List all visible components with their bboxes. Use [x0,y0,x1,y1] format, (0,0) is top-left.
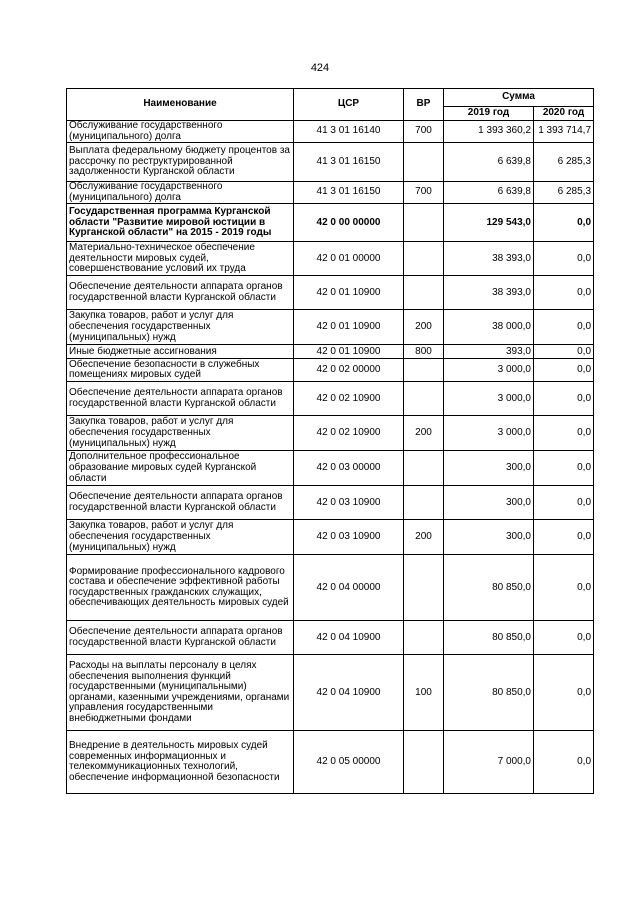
row-name: Расходы на выплаты персоналу в целях обеспечения выполнения функций государственными (муниципальными) органами, казенными учреждениями, органами управления государственными внебюджетными фондами [67,655,294,731]
table-row [67,276,594,310]
budget-table [66,88,594,794]
row-csr: 42 0 01 10900 [294,276,404,310]
table-row [67,310,594,345]
row-sum-2019: 80 850,0 [444,621,534,655]
row-name: Иные бюджетные ассигнования [67,345,294,359]
row-name: Обеспечение безопасности в служебных помещениях мировых судей [67,359,294,382]
row-sum-2019: 80 850,0 [444,655,534,731]
row-sum-2019: 3 000,0 [444,416,534,451]
row-name: Дополнительное профессиональное образование мировых судей Курганской области [67,451,294,486]
row-csr: 42 0 05 00000 [294,731,404,794]
row-name: Закупка товаров, работ и услуг для обеспечения государственных (муниципальных) нужд [67,416,294,451]
row-vr: 200 [404,520,444,555]
row-csr: 42 0 04 00000 [294,555,404,621]
row-vr [404,382,444,416]
header-vr: ВР [404,89,444,121]
table-row [67,731,594,794]
row-sum-2020: 0,0 [534,276,594,310]
header-2020: 2020 год [534,107,594,121]
row-sum-2019: 3 000,0 [444,382,534,416]
row-csr: 42 0 03 00000 [294,451,404,486]
row-vr [404,242,444,276]
row-sum-2019: 300,0 [444,451,534,486]
row-sum-2020: 0,0 [534,359,594,382]
row-sum-2020: 6 285,3 [534,182,594,204]
row-name: Государственная программа Курганской области "Развитие мировой юстиции в Курганской области" на 2015 - 2019 годы [67,204,294,242]
page-number: 424 [310,62,330,74]
row-sum-2019: 80 850,0 [444,555,534,621]
row-sum-2019: 38 393,0 [444,242,534,276]
row-sum-2020: 0,0 [534,242,594,276]
row-vr [404,731,444,794]
row-vr [404,451,444,486]
row-name: Обслуживание государственного (муниципального) долга [67,182,294,204]
row-sum-2020: 0,0 [534,310,594,345]
row-name: Обслуживание государственного (муниципального) долга [67,121,294,143]
row-sum-2019: 6 639,8 [444,182,534,204]
row-name: Обеспечение деятельности аппарата органов государственной власти Курганской области [67,382,294,416]
table-row [67,555,594,621]
header-2019: 2019 год [444,107,534,121]
header-sum: Сумма [444,89,594,107]
row-csr: 42 0 02 10900 [294,416,404,451]
table-row [67,451,594,486]
row-sum-2019: 38 000,0 [444,310,534,345]
row-name: Закупка товаров, работ и услуг для обеспечения государственных (муниципальных) нужд [67,520,294,555]
row-vr: 800 [404,345,444,359]
row-csr: 42 0 03 10900 [294,486,404,520]
table-row [67,621,594,655]
table-row [67,486,594,520]
row-name: Внедрение в деятельность мировых судей современных информационных и телекоммуникационных технологий, обеспечение информационной безопасности [67,731,294,794]
row-sum-2019: 7 000,0 [444,731,534,794]
header-csr: ЦСР [294,89,404,121]
row-csr: 42 0 01 10900 [294,310,404,345]
row-sum-2020: 0,0 [534,520,594,555]
row-sum-2020: 0,0 [534,345,594,359]
row-name: Закупка товаров, работ и услуг для обеспечения государственных (муниципальных) нужд [67,310,294,345]
row-vr: 700 [404,182,444,204]
row-csr: 42 0 02 10900 [294,382,404,416]
table-row [67,416,594,451]
row-sum-2020: 0,0 [534,621,594,655]
row-sum-2019: 6 639,8 [444,143,534,182]
row-csr: 42 0 03 10900 [294,520,404,555]
row-csr: 42 0 04 10900 [294,655,404,731]
row-sum-2020: 0,0 [534,416,594,451]
row-csr: 41 3 01 16150 [294,182,404,204]
row-vr: 200 [404,416,444,451]
row-sum-2020: 0,0 [534,555,594,621]
table-row [67,382,594,416]
row-csr: 42 0 04 10900 [294,621,404,655]
row-vr: 200 [404,310,444,345]
row-name: Формирование профессионального кадрового состава и обеспечение эффективной работы государственных гражданских служащих, обеспечивающих деятельность мировых судей [67,555,294,621]
row-vr: 100 [404,655,444,731]
row-name: Обеспечение деятельности аппарата органов государственной власти Курганской области [67,276,294,310]
row-vr [404,486,444,520]
row-name: Обеспечение деятельности аппарата органов государственной власти Курганской области [67,486,294,520]
table-row [67,143,594,182]
row-vr [404,621,444,655]
row-csr: 41 3 01 16140 [294,121,404,143]
table-row [67,655,594,731]
row-vr [404,359,444,382]
row-sum-2020: 1 393 714,7 [534,121,594,143]
row-sum-2019: 3 000,0 [444,359,534,382]
row-sum-2020: 6 285,3 [534,143,594,182]
row-sum-2019: 129 543,0 [444,204,534,242]
row-sum-2019: 1 393 360,2 [444,121,534,143]
row-vr [404,143,444,182]
row-csr: 42 0 00 00000 [294,204,404,242]
row-sum-2019: 393,0 [444,345,534,359]
table-row [67,121,594,143]
table-row [67,520,594,555]
row-vr [404,276,444,310]
row-sum-2020: 0,0 [534,731,594,794]
row-sum-2020: 0,0 [534,382,594,416]
table-row [67,204,594,242]
header-name: Наименование [67,89,294,121]
row-sum-2019: 300,0 [444,520,534,555]
row-name: Выплата федеральному бюджету процентов за рассрочку по реструктурированной задолженности Курганской области [67,143,294,182]
row-csr: 42 0 01 00000 [294,242,404,276]
row-vr [404,555,444,621]
table-row [67,359,594,382]
row-sum-2020: 0,0 [534,204,594,242]
row-csr: 42 0 02 00000 [294,359,404,382]
row-sum-2020: 0,0 [534,451,594,486]
row-sum-2019: 38 393,0 [444,276,534,310]
row-sum-2020: 0,0 [534,655,594,731]
row-name: Материально-техническое обеспечение деятельности мировых судей, совершенствование условий их труда [67,242,294,276]
row-csr: 41 3 01 16150 [294,143,404,182]
row-sum-2020: 0,0 [534,486,594,520]
table-row [67,182,594,204]
table-row [67,242,594,276]
row-csr: 42 0 01 10900 [294,345,404,359]
row-vr: 700 [404,121,444,143]
row-vr [404,204,444,242]
row-sum-2019: 300,0 [444,486,534,520]
table-row [67,345,594,359]
row-name: Обеспечение деятельности аппарата органов государственной власти Курганской области [67,621,294,655]
table-body [67,121,594,794]
